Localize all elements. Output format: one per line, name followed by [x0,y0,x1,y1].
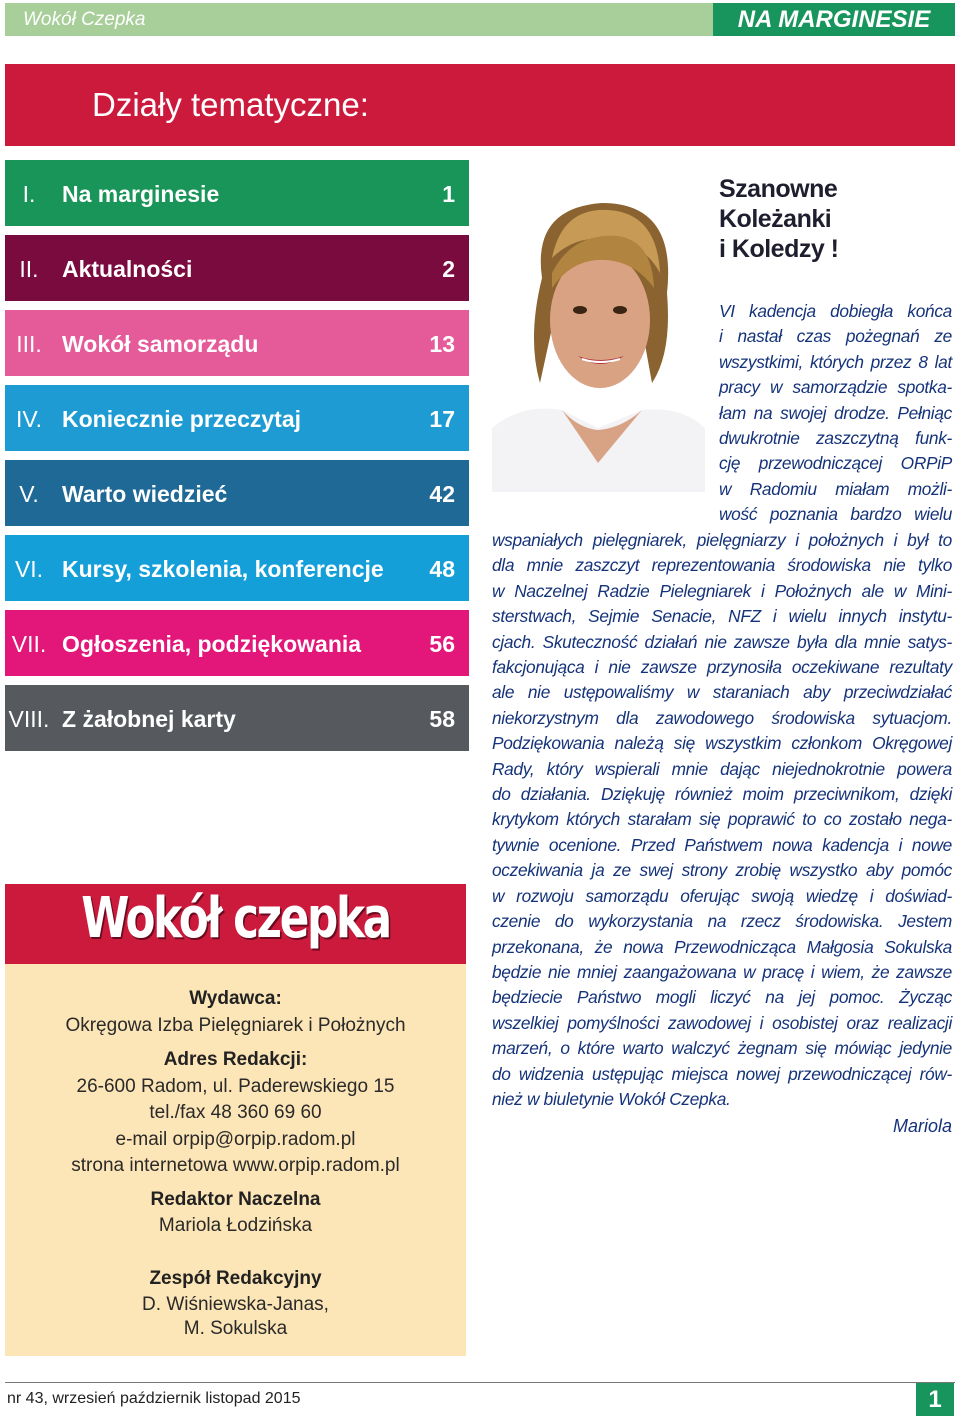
text-line: tywnie ocenione. Przed Państwem nowa kadencja i nowe [492,834,952,855]
toc-page: 17 [429,406,455,432]
toc-number: V. [19,481,39,507]
issue-info: nr 43, wrzesień październik listopad 2015 [7,1390,301,1407]
masthead-logo-band [5,884,466,964]
toc-page: 48 [429,556,455,582]
toc-label: Na marginesie [62,181,220,207]
toc-number: VII. [11,631,47,657]
text-line: i nastał czas pożegnań ze [719,326,952,347]
masthead-box [5,884,466,1356]
letter-body-wide [492,528,952,1112]
team-member: M. Sokulska [183,1318,288,1339]
toc-page: 58 [429,706,455,732]
footer-divider [5,1382,955,1383]
portrait-illustration [492,178,705,492]
text-line: VI kadencja dobiegła końca [719,301,952,321]
text-line: Rady, który wspierali mnie dając niejednokrotnie powera [492,758,952,779]
text-line: wość poznania bardzo wielu [719,504,952,525]
text-line: cjach. Skuteczność działań nie zawsze była dla mnie satys- [492,631,952,652]
text-line: pracy w samorządzie spotka- [719,377,952,398]
text-line: w Radomiu miałam możli- [719,478,952,499]
text-line: krytykom których starałam się poprawić to co zostało nega- [492,809,952,830]
text-line: nież w biuletynie Wokół Czepka. [492,1088,731,1109]
address-label: Adres Redakcji: [163,1049,308,1070]
text-line: sterstwach, Sejmie Senacie, NFZ i wielu innych instytu- [492,606,952,627]
text-line: będziecie Państwo mogli liczyć na jej pomoc. Życząc [492,987,952,1008]
text-line: niekorzystnym dla zawodowego środowiska sytuacjom. [492,707,952,728]
text-line: marzeń, o które warto walczyć żegnam się mówiąc jedynie [492,1038,952,1059]
toc-label: Koniecznie przeczytaj [62,406,302,432]
toc-label: Kursy, szkolenia, konferencje [62,556,384,582]
text-line: w rozwoju samorządu oferując swoją wiedzę i doświad- [492,885,952,906]
toc-row[interactable] [5,235,469,301]
text-line: wspaniałych pielęgniarek, pielęgniarzy i położnych i był to [492,530,952,550]
toc-page: 42 [429,481,455,507]
toc-number: VI. [14,556,44,582]
letter-signature: Mariola [892,1116,952,1136]
page-number: 1 [916,1383,954,1416]
toc-row[interactable] [5,685,469,751]
text-line: dwukrotnie zaszczytną funk- [719,428,952,449]
address: 26-600 Radom, ul. Paderewskiego 15 [76,1076,395,1097]
section-name: Wokół Czepka [23,9,146,30]
editor-label: Redaktor Naczelna [150,1189,321,1210]
toc-number: III. [16,331,42,357]
toc-number: II. [19,256,39,282]
toc-page: 56 [429,631,455,657]
text-line: w Naczelnej Radzie Pielegniarek i Położnych ale w Mini- [492,580,952,601]
letter-greeting [719,174,839,264]
toc-row[interactable] [5,535,469,601]
toc-label: Ogłoszenia, podziękowania [62,631,362,657]
toc-number: I. [22,181,36,207]
letter-body-narrow [719,299,952,528]
text-line: ale nie ustępowaliśmy w staraniach aby przeciwdziałać [492,682,952,703]
greeting-line: i Koledzy ! [719,235,839,263]
toc-label: Aktualności [62,256,193,282]
author-portrait-photo [492,178,705,492]
toc-page: 1 [442,181,455,207]
toc-label: Warto wiedzieć [62,481,228,507]
toc-number: VIII. [8,706,50,732]
greeting-line: Koleżanki [719,205,832,233]
website[interactable]: strona internetowa www.orpip.radom.pl [71,1155,400,1176]
topics-banner [5,64,955,146]
text-line: łam na swojej drodze. Pełniąc [719,402,952,423]
toc-number: IV. [15,406,42,432]
text-line: wszelkiej pomyślności zawodowej i osobistej oraz realizacji [492,1012,952,1033]
text-line: cję przewodniczącej ORPiP [719,453,952,474]
text-line: będzie nie mniej zaangażowana w pracę i wiem, że zawsze [492,961,952,982]
toc-row[interactable] [5,610,469,676]
greeting-line: Szanowne [719,175,838,203]
toc-label: Z żałobnej karty [62,706,236,732]
toc-page: 2 [442,256,455,282]
section-tag: NA MARGINESIE [713,3,955,36]
toc-label: Wokół samorządu [62,331,259,357]
team-member: D. Wiśniewska-Janas, [142,1294,329,1315]
toc-row[interactable] [5,160,469,226]
toc-row[interactable] [5,460,469,526]
email[interactable]: e-mail orpip@orpip.radom.pl [115,1129,356,1150]
text-line: wszystkimi, których przez 8 lat [719,351,952,372]
topics-title: Działy tematyczne: [92,86,369,123]
text-line: Podziękowania należą się wszystkim członkom Okręgowej [492,733,952,754]
phone: tel./fax 48 360 69 60 [149,1102,322,1123]
text-line: czenie do wykorzystania na rzecz środowiska. Jestem [492,911,952,932]
publisher-name: Okręgowa Izba Pielęgniarek i Położnych [65,1015,406,1036]
text-line: do widzenia ustępując miejsca nowej przewodniczącej rów- [492,1063,952,1084]
text-line: przekonana, że nowa Przewodnicząca Małgosia Sokulska [492,936,952,957]
text-line: oczekiwania ja ze swej strony zrobię wszystko aby pomóc [492,860,952,881]
toc-row[interactable] [5,310,469,376]
top-header-bar [5,3,955,36]
editor-name: Mariola Łodzińska [158,1215,313,1236]
table-of-contents [5,160,469,760]
text-line: do działania. Dziękuję również moim przeciwnikom, dzięki [492,784,952,805]
team-label: Zespół Redakcyjny [149,1268,322,1289]
toc-page: 13 [429,331,455,357]
wokol-czepka-logo: Wokół czepka [81,886,390,951]
text-line: dla mnie zaszczyt reprezentowania środowiska nie tylko [492,555,952,576]
text-line: fakcjonująca i nie zawsze przynosiła oczekiwane rezultaty [492,657,952,678]
toc-row[interactable] [5,385,469,451]
publisher-label: Wydawca: [189,988,282,1009]
